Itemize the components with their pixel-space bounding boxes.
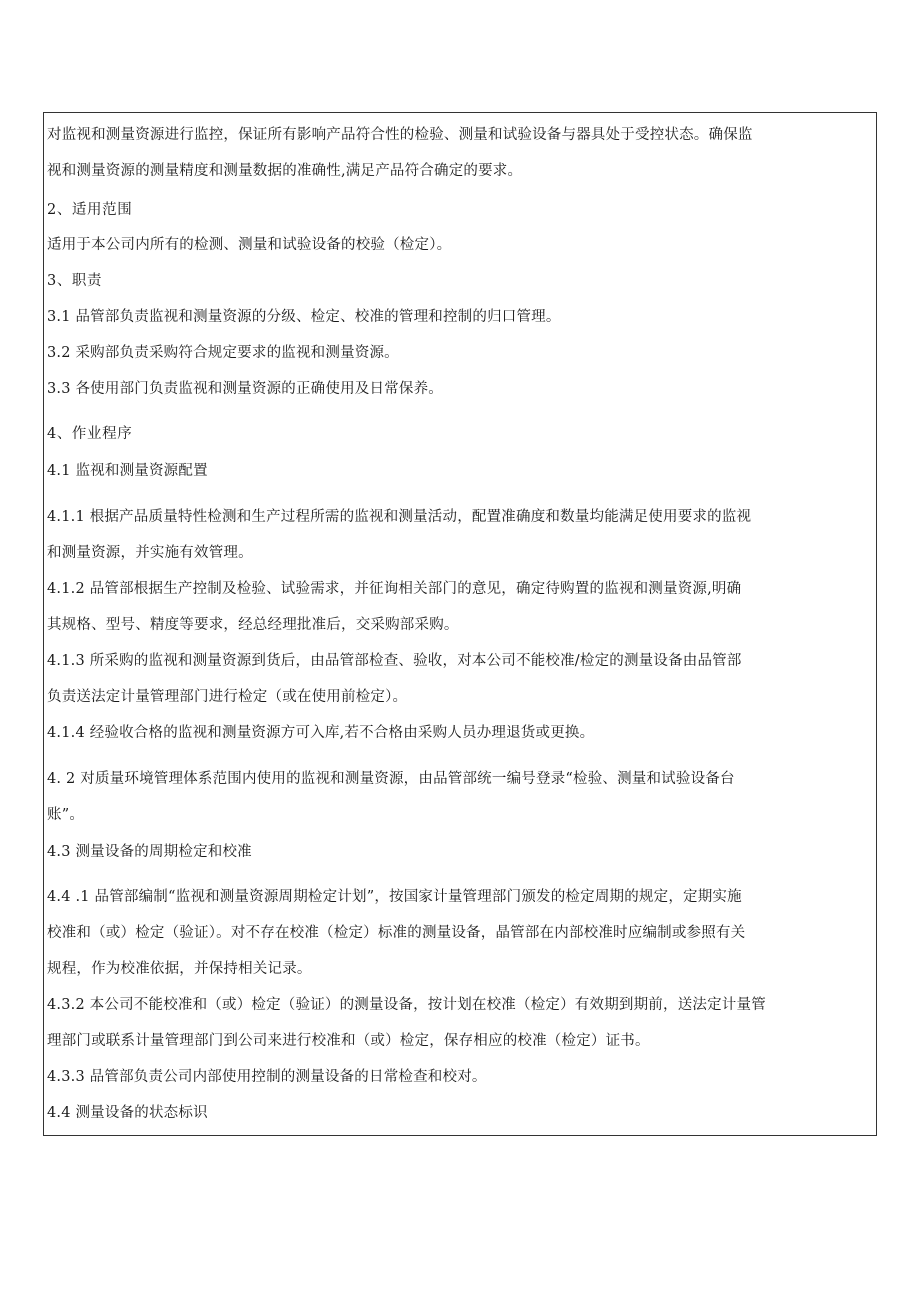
text-line: 负责送法定计量管理部门进行检定（或在使用前检定）。 [47, 689, 408, 705]
text-line: 3.3 各使用部门负责监视和测量资源的正确使用及日常保养。 [47, 381, 443, 397]
text-line: 其规格、型号、精度等要求，经总经理批准后，交采购部采购。 [47, 617, 459, 633]
text-line: 4. 2 对质量环境管理体系范围内使用的监视和测量资源，由品管部统一编号登录“检验、测量和试验设备台 [47, 771, 735, 787]
text-line: 规程，作为校准依据，并保持相关记录。 [47, 961, 312, 977]
text-line: 4.1.2 品管部根据生产控制及检验、试验需求，并征询相关部门的意见，确定待购置的监视和测量资源,明确 [47, 581, 742, 597]
text-line: 账”。 [47, 807, 85, 823]
text-line: 适用于本公司内所有的检测、测量和试验设备的校验（检定）。 [47, 237, 452, 253]
text-line: 4.4 .1 品管部编制“监视和测量资源周期检定计划”，按国家计量管理部门颁发的检定周期的规定，定期实施 [47, 889, 742, 905]
text-line: 4.1.1 根据产品质量特性检测和生产过程所需的监视和测量活动，配置准确度和数量均能满足使用要求的监视 [47, 509, 752, 525]
section-heading: 4、作业程序 [47, 426, 133, 442]
text-line: 3.1 品管部负责监视和测量资源的分级、检定、校准的管理和控制的归口管理。 [47, 309, 561, 325]
text-line: 理部门或联系计量管理部门到公司来进行校准和（或）检定，保存相应的校准（检定）证书。 [47, 1033, 650, 1049]
text-line: 4.3.2 本公司不能校准和（或）检定（验证）的测量设备，按计划在校准（检定）有效期到期前，送法定计量管 [47, 997, 766, 1013]
subsection-heading: 4.4 测量设备的状态标识 [47, 1105, 208, 1121]
text-line: 4.3.3 品管部负责公司内部使用控制的测量设备的日常检查和校对。 [47, 1069, 487, 1085]
text-line: 视和测量资源的测量精度和测量数据的准确性,满足产品符合确定的要求。 [47, 163, 523, 179]
text-line: 和测量资源，并实施有效管理。 [47, 545, 253, 561]
text-line: 4.1.4 经验收合格的监视和测量资源方可入库,若不合格由采购人员办理退货或更换。 [47, 725, 595, 741]
text-line: 校准和（或）检定（验证）。对不存在校准（检定）标准的测量设备，晶管部在内部校准时应编制或参照有关 [47, 925, 746, 941]
text-line: 4.1.3 所采购的监视和测量资源到货后，由品管部检查、验收，对本公司不能校准/检定的测量设备由品管部 [47, 653, 742, 669]
text-line: 3.2 采购部负责采购符合规定要求的监视和测量资源。 [47, 345, 399, 361]
section-heading: 3、职责 [47, 273, 103, 289]
section-heading: 2、适用范围 [47, 202, 133, 218]
subsection-heading: 4.3 测量设备的周期检定和校准 [47, 844, 252, 860]
subsection-heading: 4.1 监视和测量资源配置 [47, 463, 208, 479]
text-line: 对监视和测量资源进行监控，保证所有影响产品符合性的检验、测量和试验设备与器具处于受控状态。确保监 [47, 127, 753, 143]
